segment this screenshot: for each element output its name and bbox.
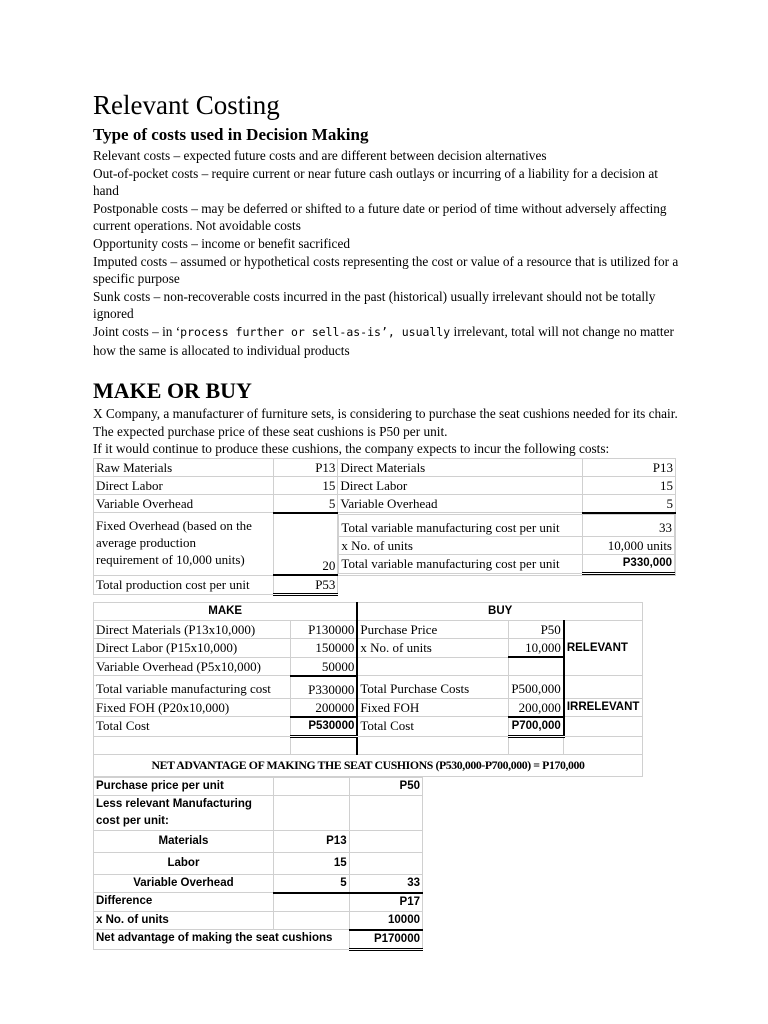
cost-label: x No. of units xyxy=(339,536,583,554)
make-value: P530000 xyxy=(291,717,357,737)
cost-value: P330,000 xyxy=(583,554,675,573)
row-value: 5 xyxy=(273,874,349,893)
empty-cell xyxy=(583,575,676,595)
fixed-overhead-line-3: requirement of 10,000 units) xyxy=(96,552,245,568)
row-value xyxy=(273,911,349,930)
table-row xyxy=(94,458,676,476)
document-page xyxy=(93,88,683,951)
table-row xyxy=(94,575,676,595)
table-row xyxy=(94,930,423,950)
cost-label: Total variable manufacturing cost per unit xyxy=(339,514,583,536)
row-value xyxy=(273,777,349,795)
net-advantage-table xyxy=(93,777,423,951)
empty-cell xyxy=(508,736,563,754)
relevant-label: RELEVANT xyxy=(564,621,643,676)
table-row xyxy=(94,513,676,576)
table-row xyxy=(94,717,643,737)
intro-paragraph-1: X Company, a manufacturer of furniture sets, is considering to purchase the seat cushions needed for its chair. The expected purchase price of these seat cushions is P50 per unit. xyxy=(93,406,678,439)
cost-label: Variable Overhead xyxy=(338,494,583,513)
cost-label: Total production cost per unit xyxy=(94,575,274,595)
intro-text xyxy=(93,405,683,458)
make-label: Fixed FOH (P20x10,000) xyxy=(94,698,291,717)
cost-table xyxy=(93,458,676,597)
cost-label: Direct Labor xyxy=(338,476,583,494)
row-total xyxy=(349,795,422,813)
table-row xyxy=(94,639,643,658)
table-row xyxy=(94,676,643,699)
cost-value: 20 xyxy=(273,513,338,576)
definition-opportunity: Opportunity costs – income or benefit sacrificed xyxy=(93,235,350,251)
joint-text-a: Joint costs – in ‘ xyxy=(93,323,181,339)
definition-joint xyxy=(93,323,683,359)
make-label: Total variable manufacturing cost xyxy=(94,676,291,699)
make-label: Variable Overhead (P5x10,000) xyxy=(94,657,291,676)
joint-text-b: irrelevant, total will not change no matter how the same is allocated to individual products xyxy=(93,323,674,358)
cost-value: P53 xyxy=(273,575,338,595)
cost-value: 10,000 units xyxy=(583,536,675,554)
make-value: 150000 xyxy=(291,639,357,658)
row-total: 10000 xyxy=(349,911,422,930)
buy-label xyxy=(357,657,508,676)
empty-cell xyxy=(338,575,583,595)
make-value: 50000 xyxy=(291,657,357,676)
row-label: Less relevant Manufacturing xyxy=(94,795,274,813)
cost-value: 5 xyxy=(583,494,676,513)
fixed-overhead-line-1: Fixed Overhead (based on the xyxy=(96,518,252,534)
table-row xyxy=(94,874,423,893)
buy-value: P700,000 xyxy=(508,717,563,737)
irrelevant-label: IRRELEVANT xyxy=(564,698,643,717)
make-value: P330000 xyxy=(291,676,357,699)
table-row xyxy=(339,514,675,536)
buy-value: P500,000 xyxy=(508,676,563,699)
table-row xyxy=(94,603,643,621)
buy-value: 10,000 xyxy=(508,639,563,658)
cost-value: 33 xyxy=(583,514,675,536)
cost-value: 15 xyxy=(583,476,676,494)
buy-value: 200,000 xyxy=(508,698,563,717)
cost-label: Direct Materials xyxy=(338,458,583,476)
cost-label: Total variable manufacturing cost per unit xyxy=(339,554,583,573)
row-label: cost per unit: xyxy=(94,813,274,831)
table-row xyxy=(94,698,643,717)
buy-value: P50 xyxy=(508,621,563,639)
buy-label: x No. of units xyxy=(357,639,508,658)
fixed-overhead-line-2: average production xyxy=(96,535,196,551)
row-total xyxy=(349,813,422,831)
make-label: Direct Labor (P15x10,000) xyxy=(94,639,291,658)
definition-out-of-pocket: Out-of-pocket costs – require current or near future cash outlays or incurring of a liability for a decision at hand xyxy=(93,165,658,199)
table-row xyxy=(94,476,676,494)
cost-label: Raw Materials xyxy=(94,458,274,476)
row-label: Difference xyxy=(94,893,274,912)
row-label: Net advantage of making the seat cushions xyxy=(94,930,350,950)
buy-header: BUY xyxy=(357,603,642,621)
cost-value: P13 xyxy=(273,458,338,476)
empty-cell xyxy=(564,736,643,754)
make-label: Direct Materials (P13x10,000) xyxy=(94,621,291,639)
table-row xyxy=(94,777,423,795)
cost-value: P13 xyxy=(583,458,676,476)
cost-value: 15 xyxy=(273,476,338,494)
table-row xyxy=(94,893,423,912)
row-value xyxy=(273,813,349,831)
empty-cell xyxy=(564,717,643,737)
table-row xyxy=(94,754,643,776)
cost-label: Direct Labor xyxy=(94,476,274,494)
row-value xyxy=(273,893,349,912)
empty-cell xyxy=(94,736,291,754)
table-row xyxy=(94,736,643,754)
row-value: P13 xyxy=(273,830,349,852)
table-row xyxy=(94,494,676,513)
make-value: P130000 xyxy=(291,621,357,639)
definitions-list xyxy=(93,147,683,359)
table-row xyxy=(339,536,675,554)
joint-text-mono: process further or sell-as-is’, usually xyxy=(180,324,451,339)
table-row xyxy=(94,621,643,639)
intro-paragraph-2: If it would continue to produce these cushions, the company expects to incur the following costs: xyxy=(93,441,610,457)
make-buy-table xyxy=(93,602,643,777)
row-label: Labor xyxy=(94,852,274,874)
buy-label: Fixed FOH xyxy=(357,698,508,717)
definition-imputed: Imputed costs – assumed or hypothetical costs representing the cost or value of a resource that is utilized for a specific purpose xyxy=(93,253,679,287)
section-subtitle: Type of costs used in Decision Making xyxy=(93,125,369,144)
row-label: x No. of units xyxy=(94,911,274,930)
row-total xyxy=(349,830,422,852)
empty-cell xyxy=(564,676,643,699)
table-row xyxy=(94,911,423,930)
right-totals xyxy=(338,514,675,575)
make-label: Total Cost xyxy=(94,717,291,737)
buy-label: Total Cost xyxy=(357,717,508,737)
row-total xyxy=(349,852,422,874)
empty-cell xyxy=(357,736,508,754)
cost-label: Variable Overhead xyxy=(94,494,274,513)
definition-sunk: Sunk costs – non-recoverable costs incurred in the past (historical) usually irrelevant should not be totally ignored xyxy=(93,288,656,322)
empty-cell xyxy=(291,736,357,754)
table-row xyxy=(94,795,423,813)
row-label: Purchase price per unit xyxy=(94,777,274,795)
make-value: 200000 xyxy=(291,698,357,717)
row-total: 33 xyxy=(349,874,422,893)
right-subtable xyxy=(338,513,676,576)
buy-label: Purchase Price xyxy=(357,621,508,639)
row-value xyxy=(273,795,349,813)
make-header: MAKE xyxy=(94,603,358,621)
row-total: P17 xyxy=(349,893,422,912)
buy-label: Total Purchase Costs xyxy=(357,676,508,699)
row-label: Materials xyxy=(94,830,274,852)
net-advantage-summary: NET ADVANTAGE OF MAKING THE SEAT CUSHIONS (P530,000-P700,000) = P170,000 xyxy=(94,754,643,776)
table-row xyxy=(339,554,675,573)
row-total: P170000 xyxy=(349,930,422,950)
cost-value: 5 xyxy=(273,494,338,513)
cost-label xyxy=(94,513,274,576)
table-row xyxy=(94,830,423,852)
definition-postponable: Postponable costs – may be deferred or shifted to a future date or period of time without adversely affecting current operations. Not avoidable costs xyxy=(93,200,667,234)
buy-value xyxy=(508,657,563,676)
row-label: Variable Overhead xyxy=(94,874,274,893)
table-row xyxy=(94,852,423,874)
make-or-buy-heading: MAKE OR BUY xyxy=(93,378,252,404)
table-row xyxy=(94,657,643,676)
table-row xyxy=(94,813,423,831)
definition-relevant: Relevant costs – expected future costs and are different between decision alternatives xyxy=(93,148,547,163)
row-total: P50 xyxy=(349,777,422,795)
row-value: 15 xyxy=(273,852,349,874)
page-title: Relevant Costing xyxy=(93,90,280,120)
